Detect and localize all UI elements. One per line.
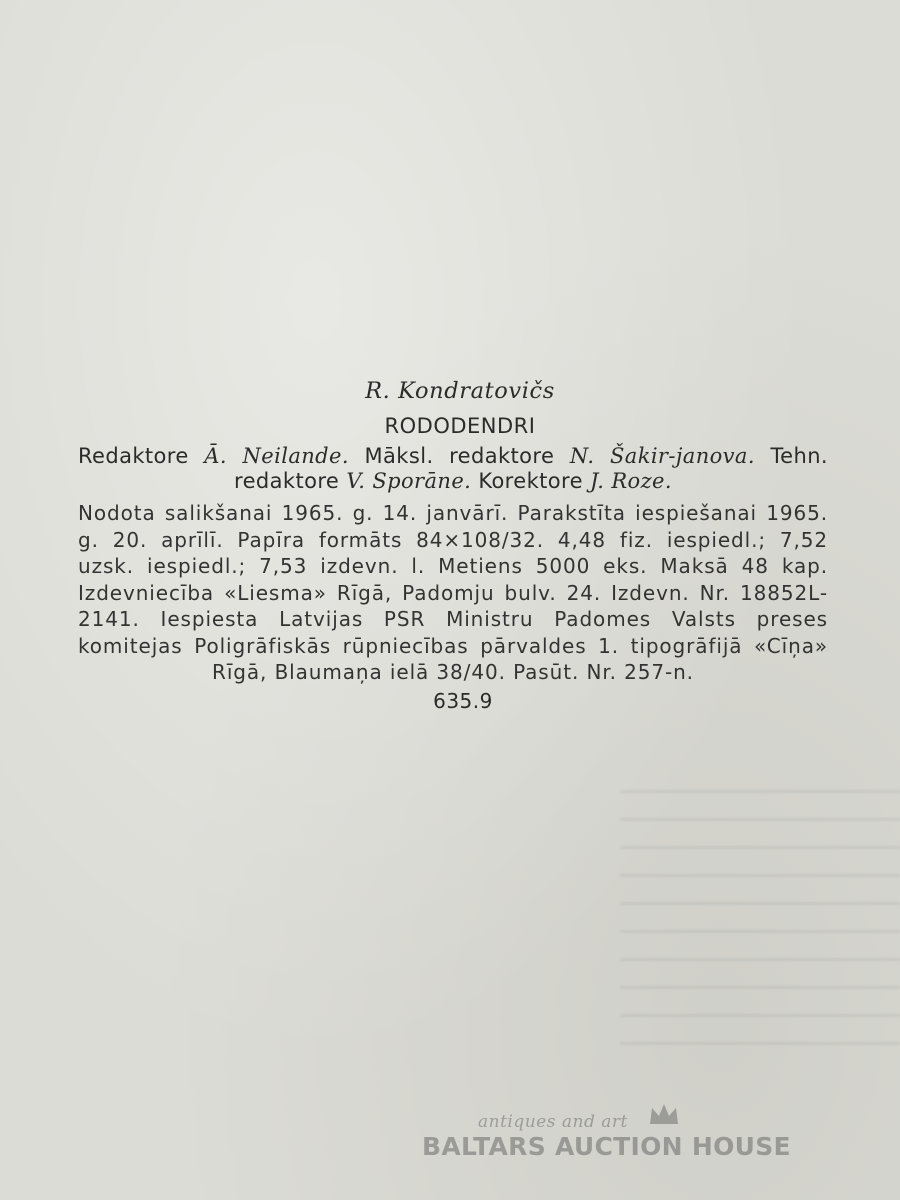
watermark-name: BALTARS AUCTION HOUSE: [422, 1132, 791, 1161]
art-editor-name: N. Šakir-janova.: [569, 444, 755, 468]
book-title: RODODENDRI: [384, 414, 536, 438]
proofreader-role: Korektore: [478, 469, 583, 493]
editor-name: Ā. Neilande.: [204, 444, 349, 468]
tech-editor-role: Tehn. redaktore: [234, 444, 828, 493]
publication-details: Nodota salikšanai 1965. g. 14. janvārī. Parakstīta iespiešanai 1965. g. 20. aprīlī. Papīra formāts 84×108/32. 4,48 fiz. iespiedl.; 7,52 uzsk. iespiedl.; 7,53 izdevn. l. Metiens 5000 eks. Maksā 48 kap. Izdevniecība «Liesma» Rīgā, Padomju bulv. 24. Izdevn. Nr. 18852L-2141. Iespiesta Latvijas PSR Ministru Padomes Valsts preses komitejas Poligrāfiskās rūpniecības pārvaldes 1. tipogrāfijā «Cīņa» Rīgā, Blaumaņa ielā 38/40. Pasūt. Nr. 257-n.: [78, 501, 828, 684]
colophon: [78, 378, 828, 715]
classification-code: 635.9: [433, 688, 493, 713]
tech-editor-name: V. Sporāne.: [346, 469, 472, 493]
auction-house-watermark: [422, 1098, 822, 1168]
author-name: R. Kondratovičs: [365, 378, 555, 404]
editor-role: Redaktore: [78, 444, 189, 468]
watermark-tagline: antiques and art: [478, 1112, 628, 1132]
proofreader-name: J. Roze.: [590, 469, 672, 493]
art-editor-role: Māksl. redaktore: [364, 444, 555, 468]
crown-icon: [648, 1102, 680, 1126]
editor-credits: [78, 444, 828, 494]
show-through-texture: [620, 790, 900, 1050]
